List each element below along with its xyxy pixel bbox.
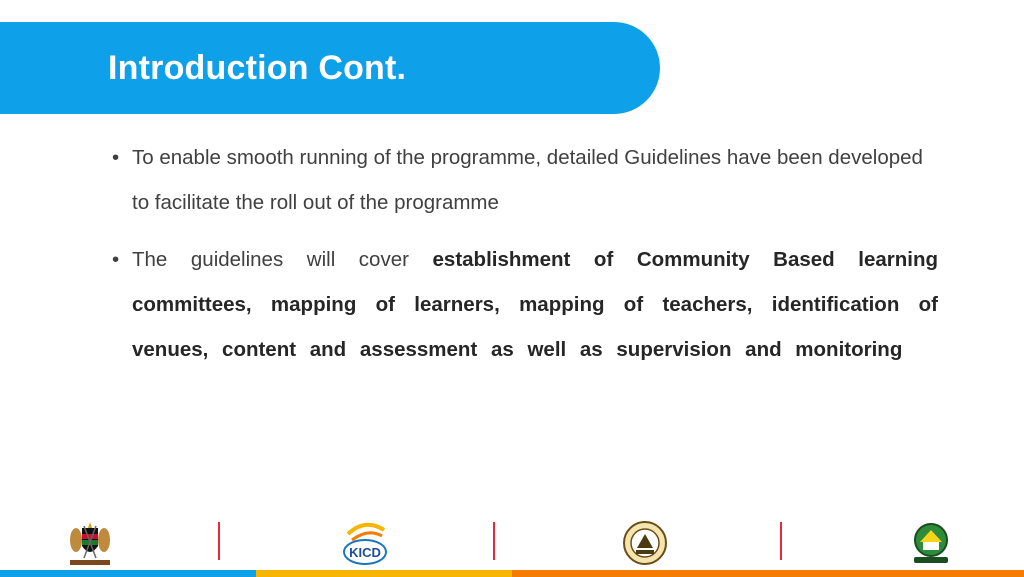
ministry-seal-icon (622, 520, 668, 566)
bullet-list (108, 135, 938, 384)
bullet-bold-text: establishment of Community Based learning committees, mapping of learners, mapping of teachers, identification of venues, content and assessment as well as supervision and monitoring (132, 248, 938, 361)
kenya-coat-of-arms-icon (66, 520, 114, 566)
slide-title: Introduction Cont. (108, 49, 407, 87)
footer-divider (218, 522, 220, 560)
county-emblem-icon (908, 520, 954, 566)
bullet-lead-text: The guidelines will cover (132, 248, 433, 271)
kicd-logo-text: KICD (349, 545, 381, 560)
footer-stripe-orange (512, 570, 1024, 577)
footer-divider (493, 522, 495, 560)
bullet-item (108, 237, 938, 372)
bullet-item (108, 135, 938, 225)
kicd-logo-icon (340, 520, 390, 566)
footer-stripe-blue (0, 570, 256, 577)
bullet-text: To enable smooth running of the programme, detailed Guidelines have been developed to facilitate the roll out of the programme (132, 146, 923, 214)
footer-divider (780, 522, 782, 560)
footer-stripe-yellow (256, 570, 512, 577)
